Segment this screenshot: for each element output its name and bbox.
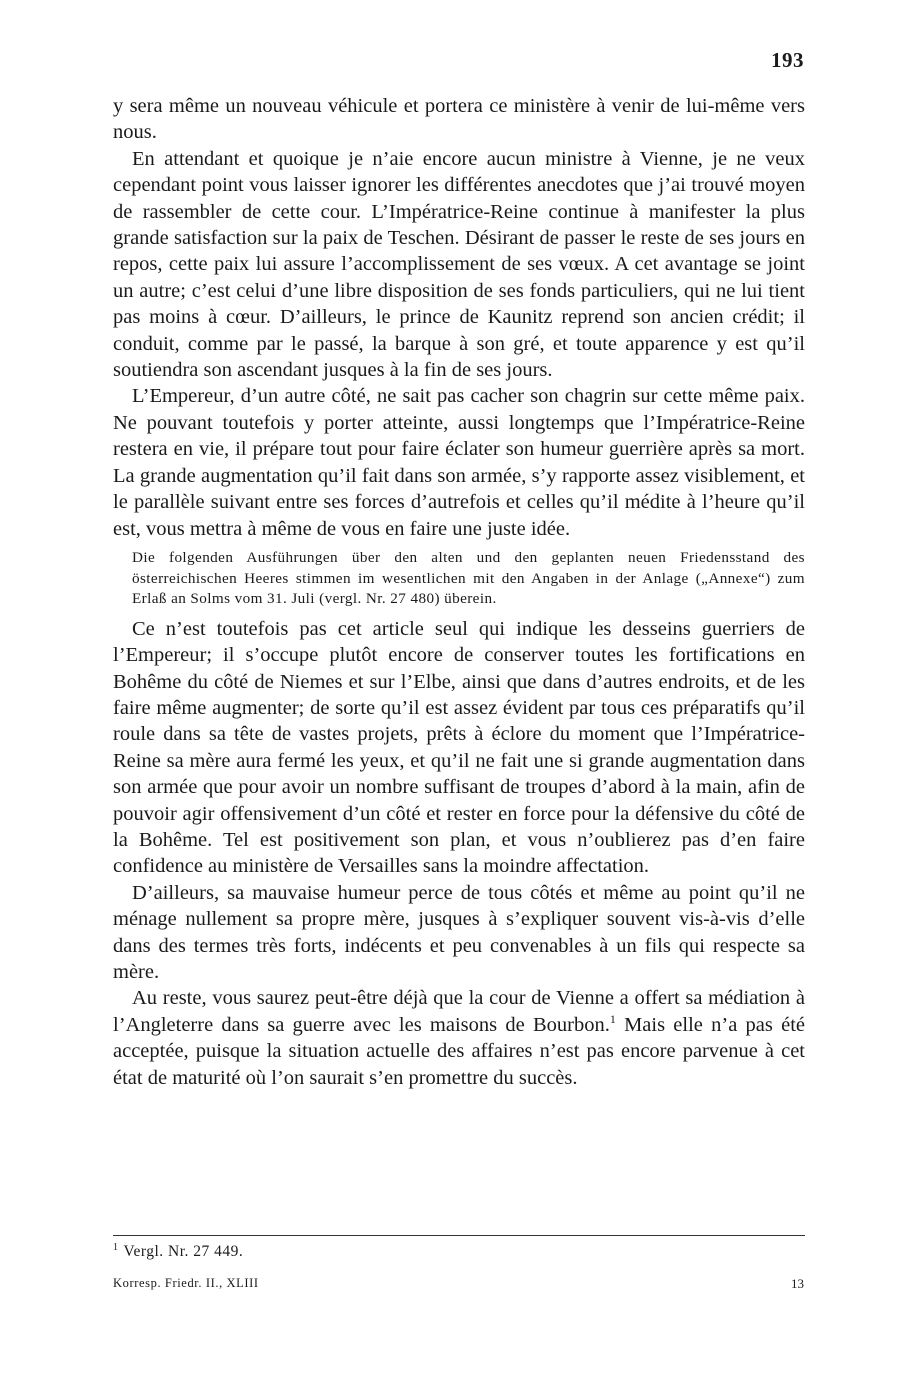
sheet-number: 13 [791, 1276, 804, 1291]
footnote-text: Vergl. Nr. 27 449. [123, 1243, 244, 1261]
paragraph: Ce n’est toutefois pas cet article seul qui indique les desseins guerriers de l’Empereur; il s’occupe plutôt encore de conserver toutes les fortifications en Bohême du côté de Niemes et sur l’Elbe, ainsi que dans d’autres endroits, et de les faire même augmenter; de sorte qu’il est assez évident par tous ces préparatifs qu’il roule dans sa tête de vastes projets, prêts à éclore du moment que l’Impératrice-Reine sa mère aura fermé les yeux, et qu’il ne fait une si grande augmentation dans son armée que pour avoir un nombre suffisant de troupes d’abord à la main, afin de pouvoir agir offensivement d’un côté et rester en force pour la défensive du côté de la Bohême. Tel est positivement son plan, et vous n’oublierez pas d’en faire confidence au ministère de Versailles sans la moindre affectation. [113, 617, 805, 878]
paragraph-text: Au reste, vous saurez peut-être déjà que la cour de Vienne a offert sa médiation à l’Angleterre dans sa guerre avec les maisons de Bourbon. [113, 987, 805, 1036]
paragraph: En attendant et quoique je n’aie encore aucun ministre à Vienne, je ne veux cependant point vous laisser ignorer les différentes anecdotes que j’ai trouvé moyen de rassembler de cette cour. L’Impératrice-Reine continue à manifester la plus grande satisfaction sur la paix de Teschen. Désirant de passer le reste de ses jours en repos, cette paix lui assure l’accomplissement de ses vœux. A cet avantage se joint un autre; c’est celui d’une libre disposition de ses fonds particuliers, qui ne lui tient pas moins à cœur. D’ailleurs, le prince de Kaunitz reprend son ancien crédit; il conduit, comme par le passé, la barque à son gré, et toute apparence y est qu’il soutiendra son ascendant jusques à la fin de ses jours. [113, 147, 805, 382]
footnote-divider [113, 1235, 805, 1236]
page-number: 193 [771, 48, 804, 72]
body-text [113, 93, 805, 1091]
paragraph: D’ailleurs, sa mauvaise humeur perce de tous côtés et même au point qu’il ne ménage nullement sa propre mère, jusques à s’expliquer souvent vis-à-vis d’elle dans des termes très forts, indécents et peu convenables à un fils qui respecte sa mère. [113, 881, 805, 983]
paragraph: y sera même un nouveau véhicule et portera ce ministère à venir de lui-même vers nous. [113, 95, 805, 144]
paragraph-text: Mais elle n’a pas été acceptée, puisque la situation actuelle des affaires n’est pas encore parvenue à cet état de maturité où l’on saurait s’en promettre du succès. [113, 1013, 806, 1089]
footnote-reference: 1 [609, 1011, 616, 1026]
running-footer: Korresp. Friedr. II., XLIII [113, 1276, 259, 1290]
editorial-note: Die folgenden Ausführungen über den alten und den geplanten neuen Friedensstand des österreichischen Heeres stimmen im wesentlichen mit den Angaben in der Anlage („Annexe“) zum Erlaß an Solms vom 31. Juli (vergl. Nr. 27 480) überein. [132, 548, 805, 608]
footnote-mark: 1 [113, 1242, 119, 1253]
footnote [113, 1242, 243, 1261]
paragraph-last [113, 985, 805, 1091]
paragraph: L’Empereur, d’un autre côté, ne sait pas cacher son chagrin sur cette même paix. Ne pouvant toutefois y porter atteinte, aussi longtemps que l’Impératrice-Reine restera en vie, il prépare tout pour faire éclater son humeur guerrière après sa mort. La grande augmentation qu’il fait dans son armée, s’y rapporte assez visiblement, et le parallèle suivant entre ses forces d’autrefois et celles qu’il médite à l’heure qu’il est, vous mettra à même de vous en faire une juste idée. [113, 385, 805, 540]
